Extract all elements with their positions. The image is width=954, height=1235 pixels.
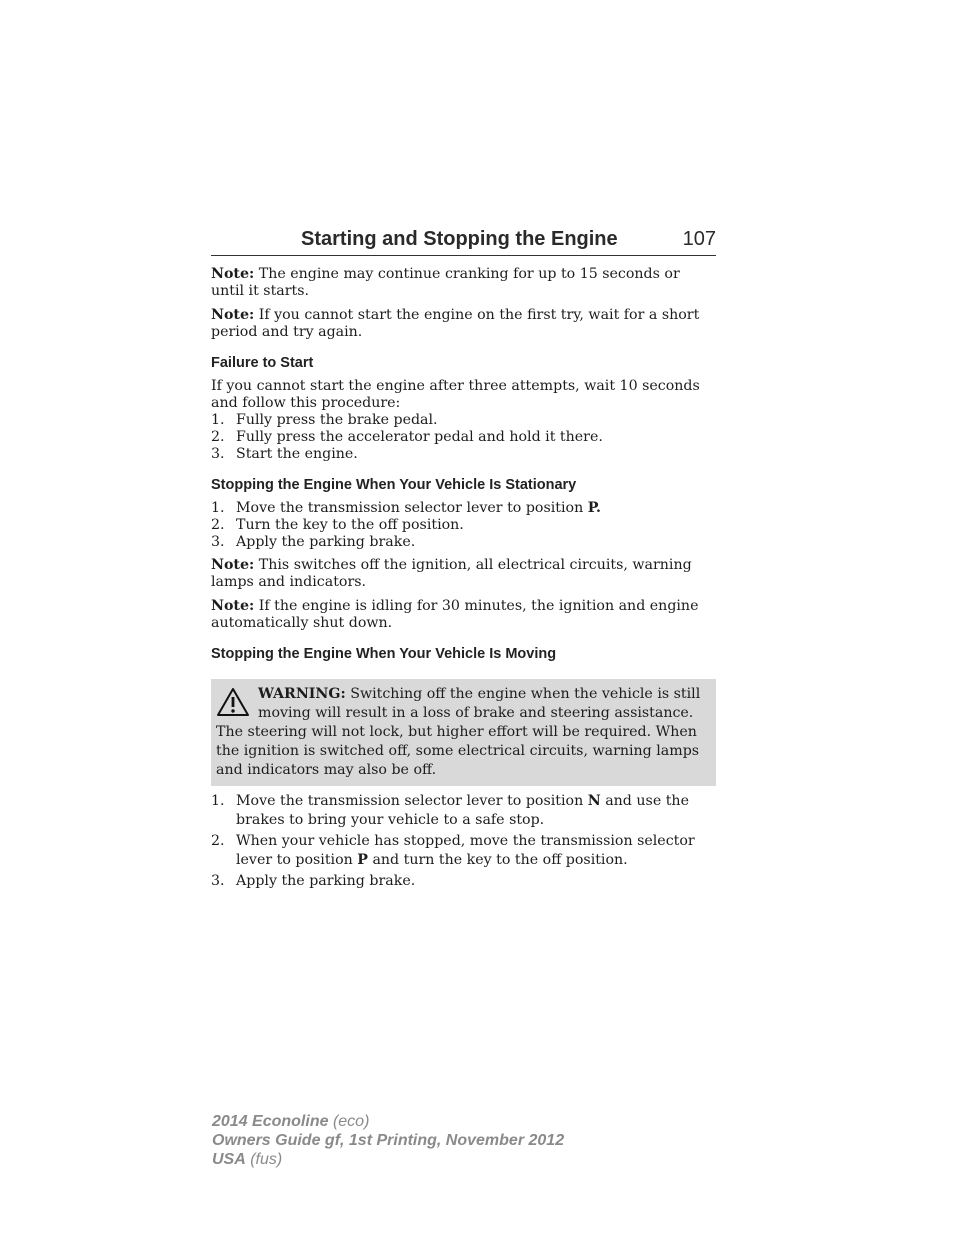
page-title: Starting and Stopping the Engine <box>301 228 618 250</box>
step-number: 1. <box>211 793 225 809</box>
stationary-steps <box>211 500 716 551</box>
step-number: 2. <box>211 833 225 849</box>
step-text: Apply the parking brake. <box>236 534 416 550</box>
list-item <box>211 872 716 891</box>
list-item <box>211 500 716 517</box>
heading-stationary: Stopping the Engine When Your Vehicle Is Stationary <box>211 477 577 493</box>
failure-steps <box>211 412 716 463</box>
failure-intro: If you cannot start the engine after three attempts, wait 10 seconds and follow this procedure: <box>211 378 700 411</box>
note-cranking <box>211 266 716 300</box>
step-number: 3. <box>211 873 225 889</box>
note-retry <box>211 307 716 341</box>
warning-text: Switching off the engine when the vehicle is still moving will result in a loss of brake and steering assistance. The steering will not lock, but higher effort will be required. When the ignition is switched off, some electrical circuits, warning lamps and indicators may also be off. <box>216 686 701 778</box>
step-text: Fully press the brake pedal. <box>236 412 438 428</box>
note-label: Note: <box>211 307 255 323</box>
step-text: Apply the parking brake. <box>236 873 416 889</box>
warning-label: WARNING: <box>258 686 346 702</box>
note-text: If the engine is idling for 30 minutes, the ignition and engine automatically shut down. <box>211 598 699 631</box>
step-text <box>236 500 716 517</box>
moving-steps <box>211 792 716 891</box>
step-text-part: and turn the key to the off position. <box>367 852 628 868</box>
note-ignition-off <box>211 557 716 591</box>
gear-position: P <box>357 852 368 868</box>
step-number: 1. <box>211 412 225 428</box>
footer-printing: Owners Guide gf, 1st Printing, November 2012 <box>212 1132 565 1149</box>
gear-position: N <box>587 793 601 809</box>
warning-triangle-icon <box>216 687 250 717</box>
note-label: Note: <box>211 557 255 573</box>
note-label: Note: <box>211 266 255 282</box>
note-idle-shutdown <box>211 598 716 632</box>
list-item <box>211 517 716 534</box>
list-item <box>211 534 716 551</box>
step-number: 3. <box>211 534 225 550</box>
heading-moving: Stopping the Engine When Your Vehicle Is Moving <box>211 646 557 662</box>
manual-page <box>211 228 716 893</box>
step-text-part: Move the transmission selector lever to position <box>236 500 588 516</box>
list-item <box>211 792 716 830</box>
note-text: If you cannot start the engine on the first try, wait for a short period and try again. <box>211 307 700 340</box>
step-text: Turn the key to the off position. <box>236 517 464 533</box>
list-item <box>211 412 716 429</box>
footer-model <box>212 1112 564 1131</box>
note-label: Note: <box>211 598 255 614</box>
page-body <box>211 266 716 891</box>
step-text <box>236 832 716 870</box>
step-text-part: When your vehicle has stopped, move the transmission selector lever to position <box>236 833 695 868</box>
step-text: Start the engine. <box>236 446 358 462</box>
note-text: This switches off the ignition, all electrical circuits, warning lamps and indicators. <box>211 557 692 590</box>
footer-model-name: 2014 Econoline <box>212 1113 329 1130</box>
step-text: Fully press the accelerator pedal and hold it there. <box>236 429 603 445</box>
list-item <box>211 832 716 870</box>
footer-market-name: USA <box>212 1151 246 1168</box>
list-item <box>211 429 716 446</box>
warning-box <box>211 679 716 786</box>
footer-model-code: (eco) <box>328 1113 370 1130</box>
gear-position: P. <box>587 500 601 516</box>
step-number: 2. <box>211 429 225 445</box>
step-number: 3. <box>211 446 225 462</box>
step-text-part: and use the brakes to bring your vehicle to a safe stop. <box>236 793 689 828</box>
footer-market <box>212 1150 564 1169</box>
page-footer <box>212 1112 564 1169</box>
page-number: 107 <box>682 228 716 250</box>
page-header <box>211 228 716 256</box>
step-text <box>236 792 716 830</box>
step-text-part: Move the transmission selector lever to position <box>236 793 588 809</box>
step-number: 1. <box>211 500 225 516</box>
list-item <box>211 446 716 463</box>
footer-market-code: (fus) <box>245 1151 283 1168</box>
step-number: 2. <box>211 517 225 533</box>
note-text: The engine may continue cranking for up to 15 seconds or until it starts. <box>211 266 680 299</box>
heading-failure-to-start: Failure to Start <box>211 355 314 371</box>
